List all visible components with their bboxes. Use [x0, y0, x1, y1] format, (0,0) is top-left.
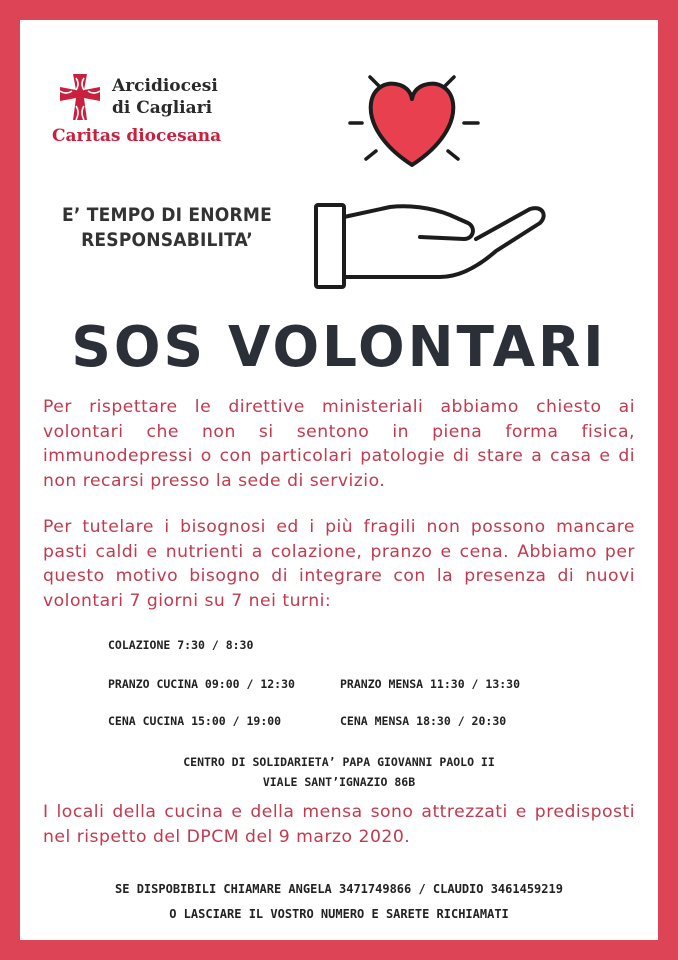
contact-leave-number: O LASCIARE IL VOSTRO NUMERO E SARETE RICHIAMATI	[169, 907, 509, 921]
location-address: VIALE SANT’IGNAZIO 86B	[262, 775, 416, 789]
flyer-page	[20, 20, 658, 940]
paragraph-directives: Per rispettare le direttive ministeriali abbiamo chiesto ai volontari che non si sentono in piena forma fisica, immunodepressi o con particolari patologie di stare a casa e di non recarsi presso la sede di servizio.	[43, 397, 635, 491]
logo-line-arcidiocesi: Arcidiocesi	[112, 76, 218, 96]
shift-colazione: COLAZIONE 7:30 / 8:30	[108, 638, 254, 652]
contact-block	[20, 877, 658, 927]
caritas-logo	[52, 70, 252, 165]
shift-cena-mensa: CENA MENSA 18:30 / 20:30	[340, 714, 507, 728]
heart-hand-illustration	[290, 55, 550, 305]
location-name: CENTRO DI SOLIDARIETA’ PAPA GIOVANNI PAOLO II	[183, 755, 495, 769]
tagline-line2: RESPONSABILITA’	[81, 229, 253, 251]
tagline	[42, 203, 292, 253]
paragraph-need: Per tutelare i bisognosi ed i più fragili non possono mancare pasti caldi e nutrienti a colazione, pranzo e cena. Abbiamo per questo motivo bisogno di integrare con la presenza di nuovi volontari 7 giorni su 7 nei turni:	[43, 517, 635, 611]
tagline-line1: E’ TEMPO DI ENORME	[62, 204, 272, 226]
caritas-cross-icon	[52, 72, 108, 128]
logo-line-caritas: Caritas diocesana	[52, 126, 222, 146]
open-hand-icon	[316, 205, 544, 287]
paragraph-dpcm: I locali della cucina e della mensa sono attrezzati e predisposti nel rispetto del DPCM del 9 marzo 2020.	[43, 802, 635, 847]
shift-cena-cucina: CENA CUCINA 15:00 / 19:00	[108, 714, 282, 728]
contact-phones: SE DISPOBIBILI CHIAMARE ANGELA 3471749866 / CLAUDIO 3461459219	[115, 882, 563, 896]
heart-icon	[350, 77, 478, 165]
shift-pranzo-mensa: PRANZO MENSA 11:30 / 13:30	[340, 677, 521, 691]
location-block	[20, 752, 658, 792]
page-title: SOS VOLONTARI	[71, 315, 607, 380]
logo-line-cagliari: di Cagliari	[112, 98, 213, 118]
shift-pranzo-cucina: PRANZO CUCINA 09:00 / 12:30	[108, 677, 295, 691]
